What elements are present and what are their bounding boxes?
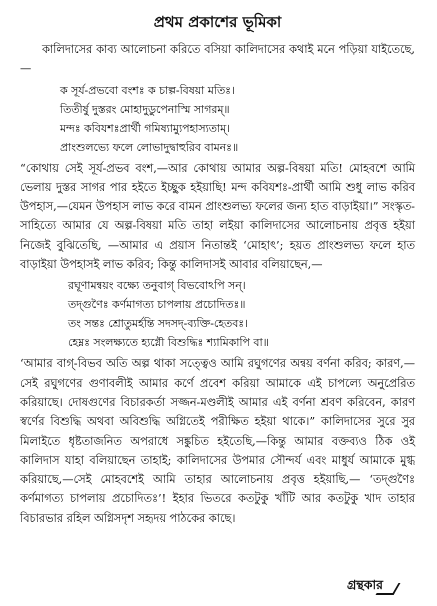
verse-block-1: [20, 81, 415, 157]
verse-line: মন্দঃ কবিযশঃপ্রার্থী গমিষ্যাম্যুপহাস্যতাম্।: [60, 121, 231, 135]
signature-text: গ্রন্থকার: [347, 577, 383, 592]
intro-paragraph: কালিদাসের কাব্য আলোচনা করিতে বসিয়া কালিদাসের কথাই মনে পড়িয়া যাইতেছে,—: [20, 43, 415, 76]
verse-line: তদ্‌গুণৈঃ কর্ণমাগত্য চাপলায় প্রচোদিতঃ॥: [68, 298, 246, 312]
body-paragraph-2: ‘আমার বাগ্‌-বিভব অতি অল্প থাকা সত্ত্বেও আমি রঘুগণের অন্বয় বর্ণনা করিব; কারণ,—সেই রঘুগণের গুণাবলীই আমার কর্ণে প্রবেশ করিয়া আমাকে এই চাপল্যে অনুপ্রেরিত করিয়াছে। দোষগুণের বিচারকর্তা সজ্জন-মণ্ডলীই আমার এই বর্ণনা শ্রবণ করিবেন, কারণ স্বর্ণের বিশুদ্ধি অথবা অবিশুদ্ধি অগ্নিতেই পরীক্ষিত হইয়া থাকে।” কালিদাসের সুরে সুর মিলাইতে ধৃষ্টতাজনিত অপরাধে সঙ্কুচিত হইতেছি,—কিন্তু আমার বক্তব্যও ঠিক ওই কালিদাস যাহা বলিয়াছেন তাহাই; কালিদাসের উপমার সৌন্দর্য এবং মাধুর্য আমাকে মুগ্ধ করিয়াছে,—সেই মোহবশেই আমি তাহার আলোচনায় প্রবৃত্ত হইয়াছি,— ‘তদ্‌গুণৈঃ কর্ণমাগত্য চাপলায় প্রচোদিতঃ’! ইহার ভিতরে কতটুকু খাঁটি আর কতটুকু খাদ তাহার বিচারভার রহিল অগ্নিসদৃশ সহৃদয় পাঠকের কাছে।: [20, 357, 415, 525]
verse-line: তং সন্তঃ শ্রোতুমর্হন্তি সদসদ্‌-ব্যক্তি-হেতবঃ।: [68, 317, 248, 331]
body-paragraph-1: “কোথায় সেই সূর্য-প্রভব বংশ,—আর কোথায় আমার অল্প-বিষয়া মতি! মোহবশে আমি ভেলায় দুস্তর সাগর পার হইতে ইচ্ছুক হইয়াছি! মন্দ কবিযশঃ-প্রার্থী আমি শুধু লাভ করিব উপহাস,—যেমন উপহাস লাভ করে বামন প্রাংশুলভ্য ফলের জন্য হাত বাড়াইয়া।” সংস্কৃত-সাহিত্যে আমার যে অল্প-বিষয়া মতি তাহা লইয়া কালিদাসের আলোচনায় প্রবৃত্ত হইয়া নিজেই বুঝিতেছি, —আমার এ প্রয়াস নিতান্তই ‘মোহাৎ’; হয়ত প্রাংশুলভ্য ফলে হাত বাড়াইয়া উপহাসই লাভ করিব; কিন্তু কালিদাসই আবার বলিয়াছেন,—: [20, 161, 415, 272]
verse-block-2: [20, 276, 415, 352]
verse-line: রঘূণামন্বয়ং বক্ষ্যে তনুবাগ্‌ বিভবোঽপি সন্।: [68, 279, 246, 293]
verse-line: ক সূর্য-প্রভবো বংশঃ ক চাল্প-বিষয়া মতিঃ।: [60, 83, 235, 97]
verse-line: তিতীর্ষু দুস্তরং মোহাদুডুপেনাস্মি সাগরম্॥: [60, 102, 230, 116]
verse-line: হেম্নঃ সংলক্ষ্যতে হ্যগ্নৌ বিশুদ্ধিঃ শ্যামিকাপি বা॥: [68, 336, 269, 350]
author-signature: [347, 576, 397, 595]
page-title: প্রথম প্রকাশের ভূমিকা: [153, 13, 282, 31]
verse-line: প্রাংশুলভ্যে ফলে লোভাদুদ্বাহুরিব বামনঃ॥: [60, 140, 239, 154]
